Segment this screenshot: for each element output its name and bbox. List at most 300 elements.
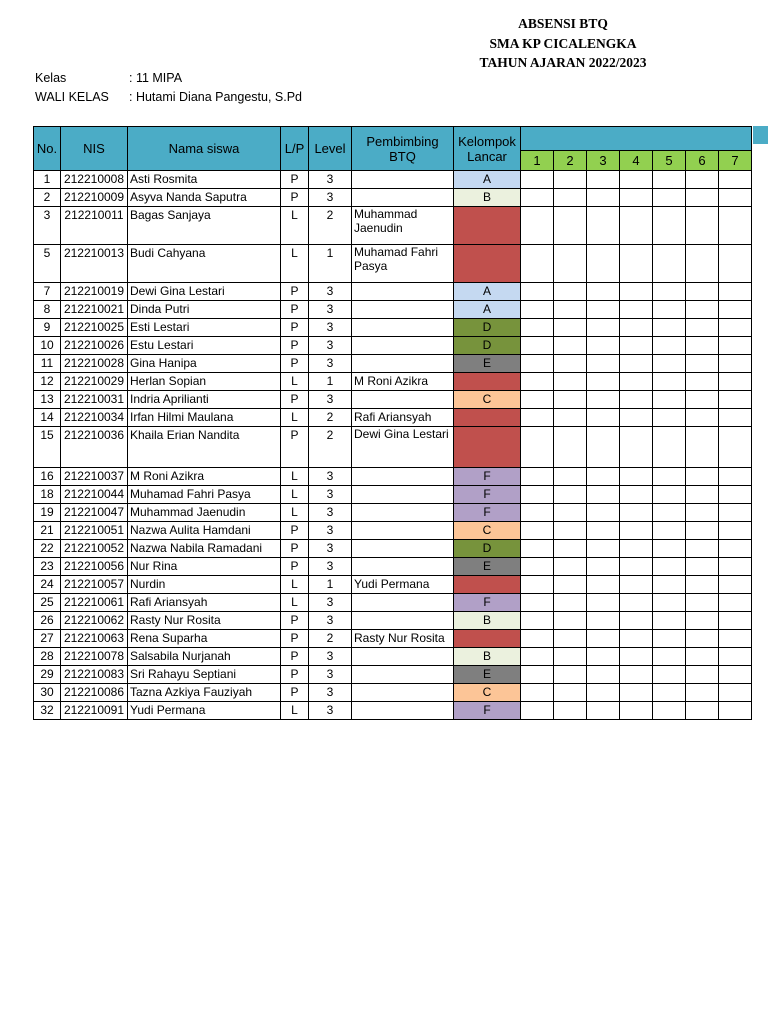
attendance-cell[interactable]	[554, 558, 587, 576]
col-header-no: No.	[34, 127, 61, 171]
attendance-cell[interactable]	[653, 409, 686, 427]
homeroom-value: : Hutami Diana Pangestu, S.Pd	[129, 90, 303, 104]
attendance-cell[interactable]	[521, 486, 554, 504]
attendance-cell[interactable]	[521, 558, 554, 576]
attendance-cell[interactable]	[686, 630, 719, 648]
cell-name: Tazna Azkiya Fauziyah	[128, 684, 281, 702]
cell-nis: 212210025	[61, 319, 128, 337]
attendance-cell[interactable]	[719, 504, 752, 522]
attendance-cell[interactable]	[554, 522, 587, 540]
attendance-cell[interactable]	[653, 319, 686, 337]
cell-no: 32	[34, 702, 61, 720]
attendance-cell[interactable]	[620, 409, 653, 427]
cell-level: 3	[309, 355, 352, 373]
attendance-cell[interactable]	[521, 373, 554, 391]
attendance-cell[interactable]	[719, 427, 752, 468]
cell-no: 14	[34, 409, 61, 427]
attendance-cell[interactable]	[719, 468, 752, 486]
attendance-cell[interactable]	[620, 486, 653, 504]
cell-level: 3	[309, 684, 352, 702]
attendance-cell[interactable]	[521, 301, 554, 319]
attendance-cell[interactable]	[719, 337, 752, 355]
cell-nis: 212210026	[61, 337, 128, 355]
attendance-cell[interactable]	[653, 558, 686, 576]
attendance-cell[interactable]	[620, 337, 653, 355]
attendance-cell[interactable]	[587, 337, 620, 355]
attendance-cell[interactable]	[653, 630, 686, 648]
attendance-cell[interactable]	[521, 427, 554, 468]
attendance-cell[interactable]	[719, 189, 752, 207]
cell-no: 23	[34, 558, 61, 576]
cell-mentor	[352, 337, 454, 355]
cell-group: A	[454, 301, 521, 319]
attendance-cell[interactable]	[587, 702, 620, 720]
table-row	[34, 283, 752, 301]
attendance-cell[interactable]	[587, 630, 620, 648]
attendance-cell[interactable]	[686, 576, 719, 594]
cell-name: Herlan Sopian	[128, 373, 281, 391]
cell-gender: P	[281, 355, 309, 373]
attendance-cell[interactable]	[587, 409, 620, 427]
attendance-cell[interactable]	[719, 702, 752, 720]
cell-mentor: M Roni Azikra	[352, 373, 454, 391]
attendance-cell[interactable]	[587, 427, 620, 468]
cell-gender: P	[281, 283, 309, 301]
attendance-cell[interactable]	[521, 245, 554, 283]
meeting-header-2: 2	[554, 151, 587, 171]
attendance-cell[interactable]	[620, 373, 653, 391]
cell-gender: P	[281, 391, 309, 409]
attendance-cell[interactable]	[554, 391, 587, 409]
attendance-cell[interactable]	[719, 666, 752, 684]
attendance-cell[interactable]	[653, 666, 686, 684]
attendance-cell[interactable]	[719, 171, 752, 189]
meeting-header-5: 5	[653, 151, 686, 171]
attendance-cell[interactable]	[653, 684, 686, 702]
attendance-cell[interactable]	[521, 409, 554, 427]
attendance-cell[interactable]	[521, 337, 554, 355]
cell-group	[454, 427, 521, 468]
cell-no: 22	[34, 540, 61, 558]
attendance-cell[interactable]	[686, 427, 719, 468]
attendance-cell[interactable]	[653, 522, 686, 540]
attendance-cell[interactable]	[521, 207, 554, 245]
attendance-cell[interactable]	[554, 504, 587, 522]
cell-level: 1	[309, 245, 352, 283]
cell-no: 1	[34, 171, 61, 189]
table-row	[34, 594, 752, 612]
cell-mentor: Muhammad Jaenudin	[352, 207, 454, 245]
attendance-cell[interactable]	[686, 540, 719, 558]
cell-no: 27	[34, 630, 61, 648]
attendance-cell[interactable]	[521, 684, 554, 702]
attendance-cell[interactable]	[686, 558, 719, 576]
cell-no: 3	[34, 207, 61, 245]
attendance-cell[interactable]	[554, 245, 587, 283]
meeting-header-3: 3	[587, 151, 620, 171]
attendance-cell[interactable]	[653, 337, 686, 355]
attendance-cell[interactable]	[587, 666, 620, 684]
attendance-cell[interactable]	[686, 648, 719, 666]
cell-group: F	[454, 504, 521, 522]
attendance-cell[interactable]	[554, 486, 587, 504]
cell-group: F	[454, 468, 521, 486]
attendance-cell[interactable]	[653, 283, 686, 301]
attendance-cell[interactable]	[686, 319, 719, 337]
cell-nis: 212210029	[61, 373, 128, 391]
attendance-cell[interactable]	[587, 171, 620, 189]
table-row	[34, 189, 752, 207]
attendance-cell[interactable]	[554, 427, 587, 468]
attendance-cell[interactable]	[620, 576, 653, 594]
attendance-cell[interactable]	[653, 486, 686, 504]
attendance-cell[interactable]	[719, 301, 752, 319]
attendance-cell[interactable]	[521, 630, 554, 648]
attendance-cell[interactable]	[521, 319, 554, 337]
cell-mentor	[352, 504, 454, 522]
attendance-cell[interactable]	[587, 684, 620, 702]
attendance-cell[interactable]	[620, 594, 653, 612]
cell-group: F	[454, 486, 521, 504]
cell-group	[454, 245, 521, 283]
attendance-cell[interactable]	[719, 207, 752, 245]
attendance-cell[interactable]	[719, 486, 752, 504]
cell-no: 11	[34, 355, 61, 373]
attendance-cell[interactable]	[653, 612, 686, 630]
attendance-cell[interactable]	[620, 702, 653, 720]
attendance-cell[interactable]	[719, 648, 752, 666]
attendance-cell[interactable]	[554, 189, 587, 207]
attendance-cell[interactable]	[686, 189, 719, 207]
cell-group	[454, 409, 521, 427]
meeting-header-7: 7	[719, 151, 752, 171]
attendance-cell[interactable]	[719, 391, 752, 409]
attendance-cell[interactable]	[653, 468, 686, 486]
cell-group: F	[454, 594, 521, 612]
attendance-cell[interactable]	[620, 319, 653, 337]
cell-gender: L	[281, 245, 309, 283]
attendance-cell[interactable]	[521, 504, 554, 522]
attendance-cell[interactable]	[686, 373, 719, 391]
attendance-cell[interactable]	[719, 283, 752, 301]
cell-gender: P	[281, 522, 309, 540]
cell-gender: P	[281, 540, 309, 558]
attendance-cell[interactable]	[620, 283, 653, 301]
attendance-cell[interactable]	[653, 189, 686, 207]
cell-gender: L	[281, 702, 309, 720]
attendance-cell[interactable]	[653, 207, 686, 245]
cell-group: A	[454, 171, 521, 189]
attendance-cell[interactable]	[521, 702, 554, 720]
attendance-cell[interactable]	[686, 391, 719, 409]
attendance-cell[interactable]	[521, 576, 554, 594]
attendance-cell[interactable]	[620, 558, 653, 576]
attendance-cell[interactable]	[620, 245, 653, 283]
cell-nis: 212210036	[61, 427, 128, 468]
attendance-cell[interactable]	[587, 373, 620, 391]
table-row	[34, 684, 752, 702]
attendance-cell[interactable]	[620, 391, 653, 409]
cell-name: Budi Cahyana	[128, 245, 281, 283]
attendance-cell[interactable]	[653, 301, 686, 319]
attendance-cell[interactable]	[620, 171, 653, 189]
attendance-cell[interactable]	[587, 540, 620, 558]
attendance-cell[interactable]	[686, 207, 719, 245]
cell-name: Nurdin	[128, 576, 281, 594]
attendance-cell[interactable]	[554, 612, 587, 630]
attendance-cell[interactable]	[719, 540, 752, 558]
attendance-cell[interactable]	[653, 702, 686, 720]
table-row	[34, 504, 752, 522]
cell-name: Nazwa Nabila Ramadani	[128, 540, 281, 558]
attendance-cell[interactable]	[554, 684, 587, 702]
cell-nis: 212210034	[61, 409, 128, 427]
attendance-cell[interactable]	[719, 576, 752, 594]
attendance-cell[interactable]	[521, 283, 554, 301]
attendance-cell[interactable]	[521, 612, 554, 630]
cell-group: C	[454, 522, 521, 540]
table-row	[34, 558, 752, 576]
attendance-cell[interactable]	[653, 594, 686, 612]
meeting-header-1: 1	[521, 151, 554, 171]
attendance-cell[interactable]	[719, 594, 752, 612]
attendance-cell[interactable]	[719, 558, 752, 576]
homeroom-label: WALI KELAS	[35, 90, 109, 104]
cell-no: 25	[34, 594, 61, 612]
table-row	[34, 486, 752, 504]
attendance-cell[interactable]	[653, 355, 686, 373]
attendance-cell[interactable]	[719, 409, 752, 427]
attendance-cell[interactable]	[521, 648, 554, 666]
cell-no: 30	[34, 684, 61, 702]
cell-group: E	[454, 558, 521, 576]
attendance-cell[interactable]	[554, 319, 587, 337]
table-row	[34, 612, 752, 630]
cell-level: 3	[309, 558, 352, 576]
cell-group	[454, 576, 521, 594]
attendance-cell[interactable]	[521, 594, 554, 612]
cell-level: 3	[309, 540, 352, 558]
attendance-cell[interactable]	[653, 540, 686, 558]
cell-no: 2	[34, 189, 61, 207]
attendance-cell[interactable]	[587, 283, 620, 301]
attendance-cell[interactable]	[587, 245, 620, 283]
attendance-cell[interactable]	[587, 504, 620, 522]
attendance-cell[interactable]	[686, 409, 719, 427]
cell-mentor	[352, 468, 454, 486]
attendance-cell[interactable]	[620, 427, 653, 468]
cell-level: 3	[309, 189, 352, 207]
attendance-cell[interactable]	[554, 630, 587, 648]
attendance-cell[interactable]	[686, 283, 719, 301]
attendance-cell[interactable]	[554, 337, 587, 355]
attendance-cell[interactable]	[686, 666, 719, 684]
cell-group: B	[454, 189, 521, 207]
attendance-cell[interactable]	[653, 648, 686, 666]
attendance-cell[interactable]	[620, 301, 653, 319]
attendance-cell[interactable]	[587, 612, 620, 630]
attendance-cell[interactable]	[554, 594, 587, 612]
attendance-cell[interactable]	[521, 666, 554, 684]
attendance-cell[interactable]	[719, 522, 752, 540]
attendance-cell[interactable]	[686, 684, 719, 702]
cell-mentor	[352, 702, 454, 720]
attendance-cell[interactable]	[620, 612, 653, 630]
cell-level: 3	[309, 391, 352, 409]
attendance-cell[interactable]	[554, 666, 587, 684]
attendance-cell[interactable]	[521, 171, 554, 189]
table-row	[34, 207, 752, 245]
attendance-cell[interactable]	[653, 427, 686, 468]
cell-nis: 212210063	[61, 630, 128, 648]
cell-gender: P	[281, 427, 309, 468]
attendance-cell[interactable]	[620, 630, 653, 648]
table-row	[34, 355, 752, 373]
attendance-cell[interactable]	[620, 522, 653, 540]
cell-name: Asti Rosmita	[128, 171, 281, 189]
table-row	[34, 391, 752, 409]
attendance-cell[interactable]	[620, 468, 653, 486]
attendance-cell[interactable]	[686, 337, 719, 355]
cell-nis: 212210051	[61, 522, 128, 540]
cell-gender: P	[281, 337, 309, 355]
attendance-cell[interactable]	[719, 319, 752, 337]
attendance-cell[interactable]	[686, 468, 719, 486]
cell-name: Indria Aprilianti	[128, 391, 281, 409]
cell-no: 21	[34, 522, 61, 540]
attendance-cell[interactable]	[554, 702, 587, 720]
attendance-cell[interactable]	[719, 684, 752, 702]
attendance-cell[interactable]	[620, 504, 653, 522]
cell-level: 3	[309, 594, 352, 612]
attendance-cell[interactable]	[554, 648, 587, 666]
cell-gender: L	[281, 468, 309, 486]
attendance-cell[interactable]	[521, 522, 554, 540]
attendance-cell[interactable]	[719, 245, 752, 283]
attendance-cell[interactable]	[686, 301, 719, 319]
attendance-cell[interactable]	[686, 594, 719, 612]
table-row	[34, 648, 752, 666]
attendance-cell[interactable]	[686, 612, 719, 630]
cell-nis: 212210008	[61, 171, 128, 189]
attendance-cell[interactable]	[587, 189, 620, 207]
attendance-cell[interactable]	[587, 301, 620, 319]
attendance-cell[interactable]	[620, 207, 653, 245]
attendance-cell[interactable]	[587, 391, 620, 409]
attendance-cell[interactable]	[719, 373, 752, 391]
attendance-cell[interactable]	[554, 283, 587, 301]
attendance-cell[interactable]	[554, 301, 587, 319]
attendance-cell[interactable]	[620, 666, 653, 684]
attendance-cell[interactable]	[686, 522, 719, 540]
cell-no: 24	[34, 576, 61, 594]
attendance-cell[interactable]	[587, 319, 620, 337]
table-row	[34, 409, 752, 427]
attendance-cell[interactable]	[587, 576, 620, 594]
attendance-cell[interactable]	[554, 355, 587, 373]
attendance-cell[interactable]	[719, 630, 752, 648]
attendance-cell[interactable]	[653, 245, 686, 283]
attendance-cell[interactable]	[653, 504, 686, 522]
attendance-cell[interactable]	[554, 468, 587, 486]
attendance-cell[interactable]	[587, 558, 620, 576]
cell-mentor: Muhamad Fahri Pasya	[352, 245, 454, 283]
cell-nis: 212210091	[61, 702, 128, 720]
attendance-cell[interactable]	[554, 540, 587, 558]
cell-level: 3	[309, 468, 352, 486]
cell-no: 28	[34, 648, 61, 666]
attendance-cell[interactable]	[587, 207, 620, 245]
academic-year: TAHUN AJARAN 2022/2023	[479, 55, 647, 70]
cell-group: E	[454, 666, 521, 684]
meetings-header-band	[521, 127, 752, 151]
attendance-cell[interactable]	[686, 171, 719, 189]
attendance-cell[interactable]	[521, 468, 554, 486]
cell-name: Esti Lestari	[128, 319, 281, 337]
table-row	[34, 245, 752, 283]
attendance-cell[interactable]	[653, 576, 686, 594]
attendance-cell[interactable]	[554, 171, 587, 189]
table-row	[34, 522, 752, 540]
attendance-cell[interactable]	[587, 468, 620, 486]
attendance-cell[interactable]	[587, 486, 620, 504]
attendance-cell[interactable]	[686, 486, 719, 504]
attendance-cell[interactable]	[620, 648, 653, 666]
attendance-cell[interactable]	[521, 189, 554, 207]
cell-gender: P	[281, 301, 309, 319]
attendance-cell[interactable]	[620, 355, 653, 373]
col-header-nis: NIS	[61, 127, 128, 171]
attendance-cell[interactable]	[686, 245, 719, 283]
attendance-cell[interactable]	[653, 373, 686, 391]
cell-level: 3	[309, 337, 352, 355]
attendance-cell[interactable]	[587, 594, 620, 612]
cell-group: C	[454, 684, 521, 702]
col-header-gender: L/P	[281, 127, 309, 171]
cell-name: Asyva Nanda Saputra	[128, 189, 281, 207]
attendance-cell[interactable]	[620, 540, 653, 558]
attendance-cell[interactable]	[653, 391, 686, 409]
attendance-cell[interactable]	[620, 189, 653, 207]
cell-name: Estu Lestari	[128, 337, 281, 355]
cell-gender: P	[281, 189, 309, 207]
attendance-cell[interactable]	[587, 648, 620, 666]
cell-mentor	[352, 301, 454, 319]
col-header-mentor: Pembimbing BTQ	[352, 127, 454, 171]
attendance-cell[interactable]	[719, 612, 752, 630]
table-row	[34, 630, 752, 648]
cell-no: 8	[34, 301, 61, 319]
attendance-cell[interactable]	[587, 355, 620, 373]
attendance-cell[interactable]	[554, 576, 587, 594]
attendance-cell[interactable]	[686, 504, 719, 522]
attendance-cell[interactable]	[653, 171, 686, 189]
attendance-cell[interactable]	[554, 409, 587, 427]
attendance-cell[interactable]	[554, 373, 587, 391]
attendance-cell[interactable]	[686, 702, 719, 720]
table-row	[34, 373, 752, 391]
table-row	[34, 319, 752, 337]
attendance-cell[interactable]	[686, 355, 719, 373]
attendance-cell[interactable]	[719, 355, 752, 373]
attendance-cell[interactable]	[554, 207, 587, 245]
attendance-cell[interactable]	[521, 540, 554, 558]
attendance-cell[interactable]	[620, 684, 653, 702]
attendance-cell[interactable]	[521, 391, 554, 409]
attendance-cell[interactable]	[587, 522, 620, 540]
attendance-cell[interactable]	[521, 355, 554, 373]
partial-header-cell	[753, 126, 768, 144]
